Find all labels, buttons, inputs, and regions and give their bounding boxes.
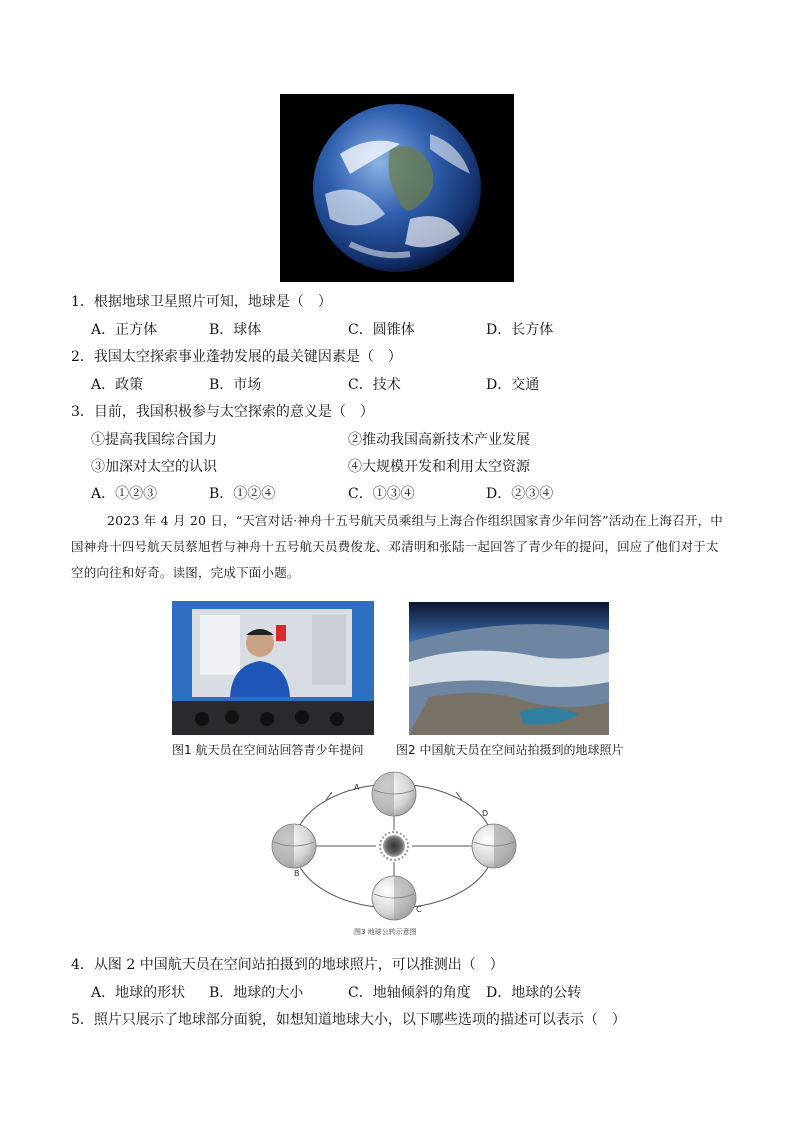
earth-position-c-icon [372,876,416,920]
q3-statement-3: ③加深对太空的认识 [91,459,217,475]
figure-1-caption: 图1 航天员在空间站回答青少年提问 [172,743,364,757]
earth-position-d-icon [472,824,516,868]
question-1-stem: 1．根据地球卫星照片可知，地球是（ ） [71,294,332,310]
q3-option-a[interactable]: A．①②③ [91,486,158,502]
q4-option-a[interactable]: A．地球的形状 [91,985,186,1001]
orbit-label-a: A [354,783,360,792]
q1-option-c[interactable]: C．圆锥体 [348,322,415,338]
figure-1-photo [172,601,374,735]
q4-option-b[interactable]: B．地球的大小 [209,985,304,1001]
q1-option-b[interactable]: B．球体 [209,322,262,338]
q1-option-a[interactable]: A．正方体 [91,322,158,338]
question-3-stem: 3．目前，我国积极参与太空探索的意义是（ ） [71,404,374,420]
sun-icon [380,832,408,860]
q3-option-b[interactable]: B．①②④ [209,486,276,502]
orbit-label-b: B [294,869,300,878]
q2-option-c[interactable]: C．技术 [348,377,401,393]
figure-3-caption: 图3 地球公转示意图 [354,928,417,936]
q3-statement-4: ④大规模开发和利用太空资源 [348,459,530,475]
figure-2-caption: 图2 中国航天员在空间站拍摄到的地球照片 [396,743,624,757]
question-2-stem: 2．我国太空探索事业蓬勃发展的最关键因素是（ ） [71,349,402,365]
q4-option-d[interactable]: D．地球的公转 [486,985,582,1001]
astronaut-broadcast-illustration [172,601,374,735]
question-5-stem: 5．照片只展示了地球部分面貌，如想知道地球大小，以下哪些选项的描述可以表示（ ） [71,1012,626,1028]
earth-from-station-illustration [409,602,609,735]
q2-option-a[interactable]: A．政策 [91,377,144,393]
q3-option-d[interactable]: D．②③④ [486,486,554,502]
earth-satellite-photo [280,94,514,282]
question-4-stem: 4．从图 2 中国航天员在空间站拍摄到的地球照片，可以推测出（ ） [71,957,504,973]
earth-orbit-diagram [266,770,522,926]
q2-option-b[interactable]: B．市场 [209,377,262,393]
figure-2-photo [409,602,609,735]
q3-statement-2: ②推动我国高新技术产业发展 [348,432,530,448]
reading-passage: 2023 年 4 月 20 日，“天宫对话·神舟十五号航天员乘组与上海合作组织国家青少年问答”活动在上海召开，中国神舟十四号航天员蔡旭哲与神舟十五号航天员费俊龙、邓清明和张陆一起回答了青少年的提问，回应了他们对于太空的向往和好奇。读图，完成下面小题。 [71,513,723,580]
q3-statement-1: ①提高我国综合国力 [91,432,217,448]
earth-globe-illustration [280,94,514,282]
orbit-label-d: D [482,809,489,818]
q4-option-c[interactable]: C．地轴倾斜的角度 [348,985,471,1001]
q1-option-d[interactable]: D．长方体 [486,322,554,338]
orbit-label-c: C [416,905,422,914]
earth-position-b-icon [272,824,316,868]
earth-position-a-icon [372,772,416,816]
q2-option-d[interactable]: D．交通 [486,377,540,393]
q3-option-c[interactable]: C．①③④ [348,486,415,502]
